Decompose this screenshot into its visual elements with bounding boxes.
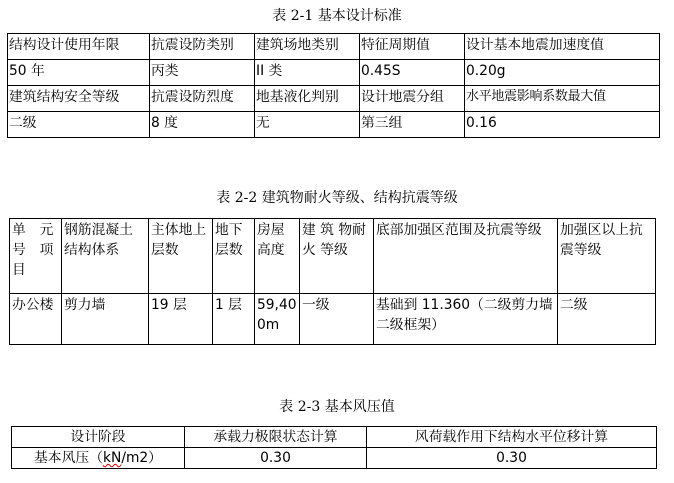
header-cell: 单 元号 项目 (10, 219, 62, 294)
table-cell: 一级 (300, 294, 374, 345)
basic-design-standard-table (7, 33, 660, 138)
table-cell: 0.30 (367, 448, 657, 469)
table2-caption: 表 2-2 建筑物耐火等级、结构抗震等级 (216, 190, 458, 206)
fire-seismic-grade-table (9, 218, 656, 345)
basic-wind-pressure-table (11, 426, 657, 469)
header-cell: 建 筑 物耐 火 等级 (300, 219, 374, 294)
table-cell: 二级 (8, 112, 150, 138)
table-cell: 设计地震分组 (360, 86, 465, 112)
header-cell: 加强区以上抗震等级 (558, 219, 656, 294)
table1-caption: 表 2-1 基本设计标准 (272, 8, 402, 24)
table-cell: 结构设计使用年限 (8, 34, 150, 60)
table-cell: 无 (255, 112, 360, 138)
table-cell: 基础到 11.360（二级剪力墙二级框架） (374, 294, 558, 345)
row-label-unit: kN (103, 450, 122, 466)
table-row (10, 294, 656, 345)
header-cell: 地下层数 (213, 219, 255, 294)
table-row (8, 34, 660, 60)
table-cell: 0.30 (185, 448, 367, 469)
table-cell: 50 年 (8, 60, 150, 86)
table-cell: 二级 (558, 294, 656, 345)
table-cell: 剪力墙 (62, 294, 149, 345)
header-cell: 房屋高度 (255, 219, 300, 294)
table-row (8, 60, 660, 86)
header-cell: 设计阶段 (12, 427, 185, 448)
table-cell: 0.45S (360, 60, 465, 86)
table-header-row (12, 427, 657, 448)
table-cell: 19 层 (149, 294, 213, 345)
header-cell: 承载力极限状态计算 (185, 427, 367, 448)
table-cell: 0.20g (465, 60, 660, 86)
table-cell: 第三组 (360, 112, 465, 138)
table-cell: 建筑场地类别 (255, 34, 360, 60)
table-cell: 抗震设防类别 (150, 34, 255, 60)
header-cell: 钢筋混凝土结构体系 (62, 219, 149, 294)
table3-caption: 表 2-3 基本风压值 (279, 399, 395, 415)
table-cell: 丙类 (150, 60, 255, 86)
header-cell: 底部加强区范围及抗震等级 (374, 219, 558, 294)
table-header-row (10, 219, 656, 294)
table-cell: 59,400m (255, 294, 300, 345)
table-cell: 水平地震影响系数最大值 (465, 86, 660, 112)
table-cell: 办公楼 (10, 294, 62, 345)
table-cell: 特征周期值 (360, 34, 465, 60)
table-row (8, 112, 660, 138)
row-label-prefix: 基本风压（ (34, 450, 103, 466)
table-cell: 抗震设防烈度 (150, 86, 255, 112)
row-label-cell (12, 448, 185, 469)
table-cell: 8 度 (150, 112, 255, 138)
table-row (12, 448, 657, 469)
table-cell: 设计基本地震加速度值 (465, 34, 660, 60)
table-cell: 建筑结构安全等级 (8, 86, 150, 112)
table-cell: 0.16 (465, 112, 660, 138)
header-cell: 主体地上层数 (149, 219, 213, 294)
table-cell: II 类 (255, 60, 360, 86)
header-cell: 风荷载作用下结构水平位移计算 (367, 427, 657, 448)
table-row (8, 86, 660, 112)
table-cell: 地基液化判别 (255, 86, 360, 112)
table-cell: 1 层 (213, 294, 255, 345)
row-label-suffix: /m2） (121, 450, 162, 466)
